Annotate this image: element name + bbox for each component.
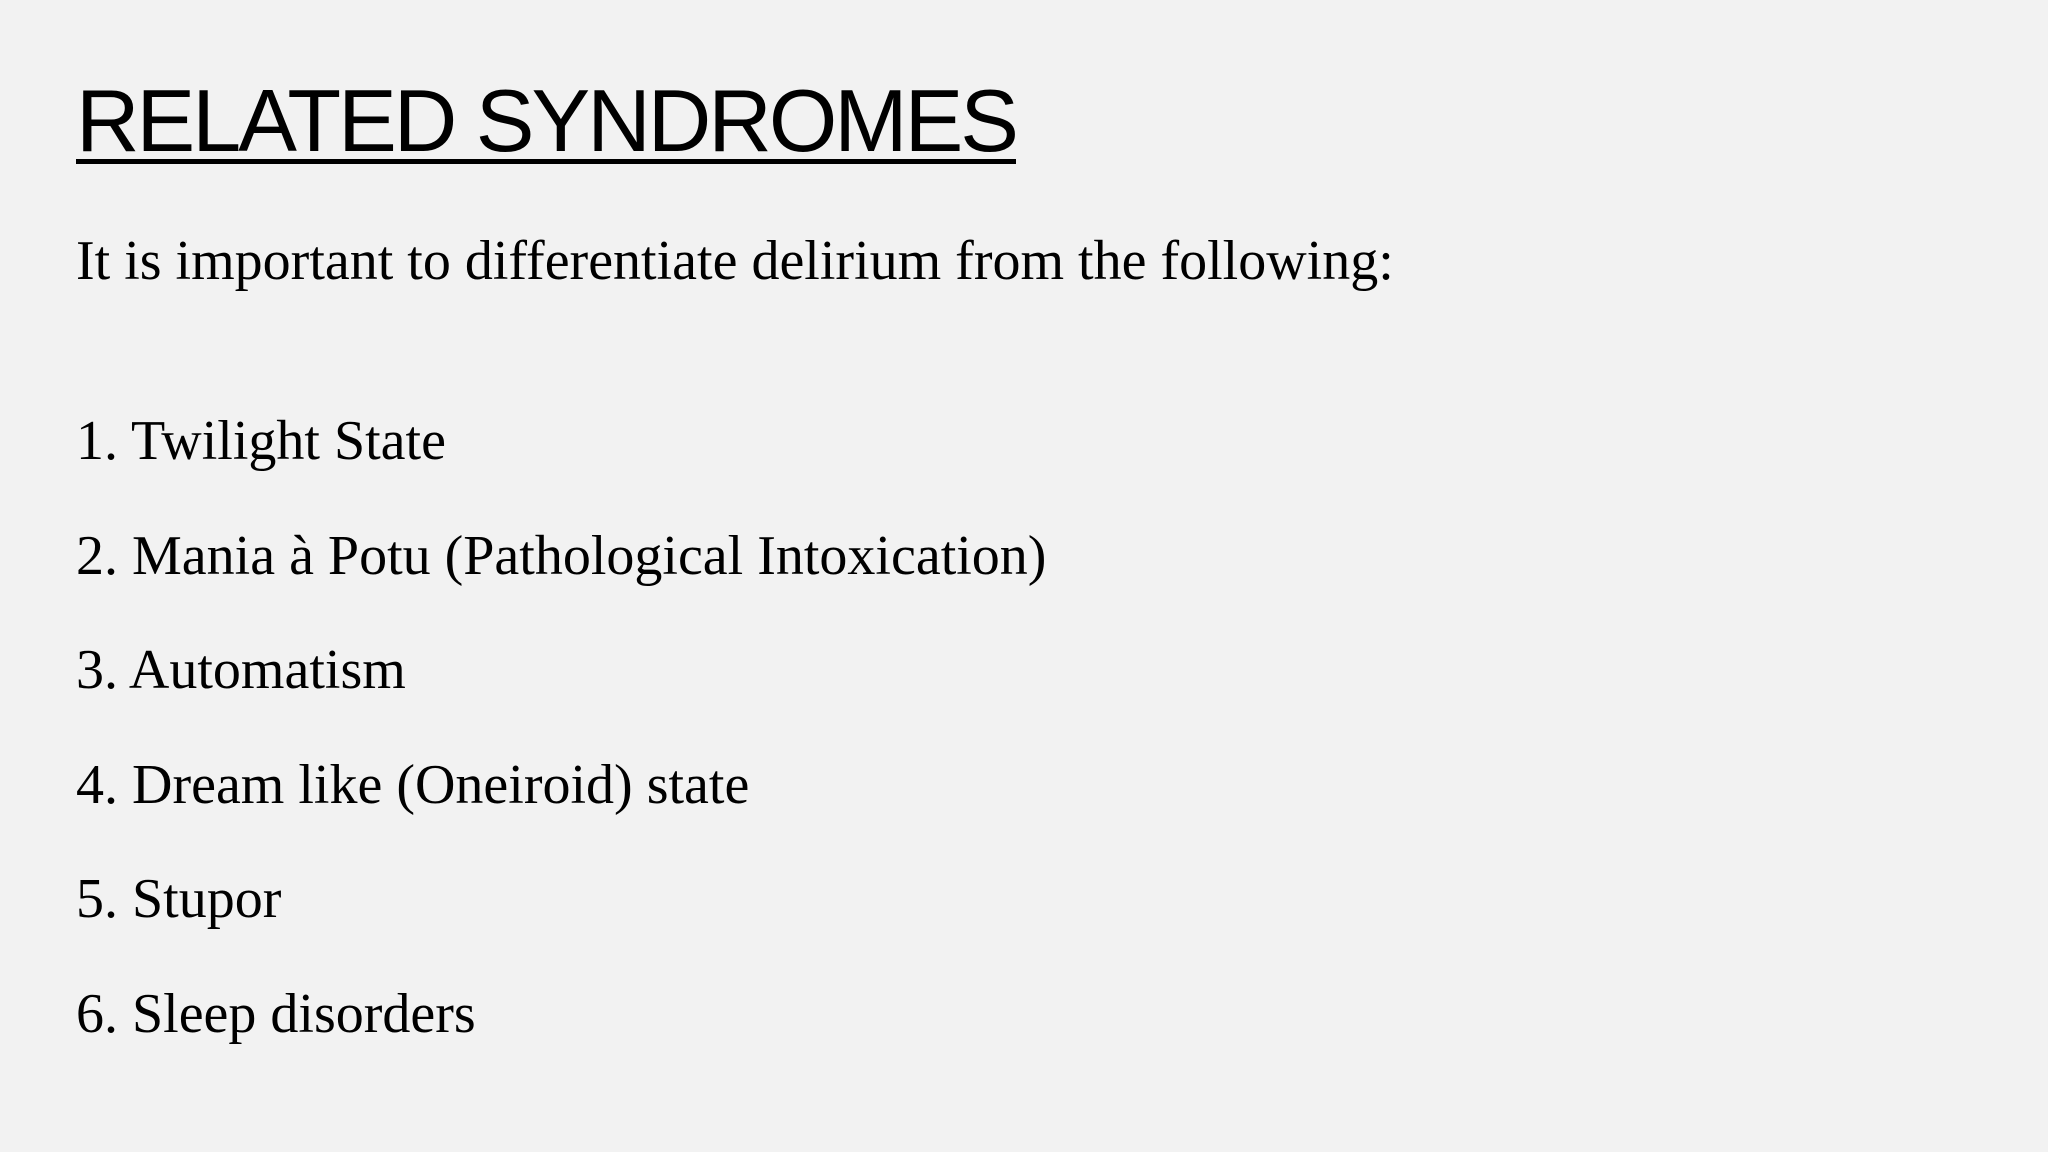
list-item-automatism: 3. Automatism xyxy=(76,639,406,702)
list-item-sleep-disorders: 6. Sleep disorders xyxy=(76,982,476,1045)
list-item-dream-like-state: 4. Dream like (Oneiroid) state xyxy=(76,753,750,816)
syndromes-list xyxy=(76,406,1046,1094)
list-item-stupor: 5. Stupor xyxy=(76,868,282,931)
slide-title: RELATED SYNDROMES xyxy=(76,71,1016,170)
list-item-twilight-state: 1. Twilight State xyxy=(76,410,446,472)
intro-text: It is important to differentiate delirium from the following: xyxy=(76,230,1394,292)
list-item-mania-a-potu: 2. Mania à Potu (Pathological Intoxication) xyxy=(76,524,1047,587)
